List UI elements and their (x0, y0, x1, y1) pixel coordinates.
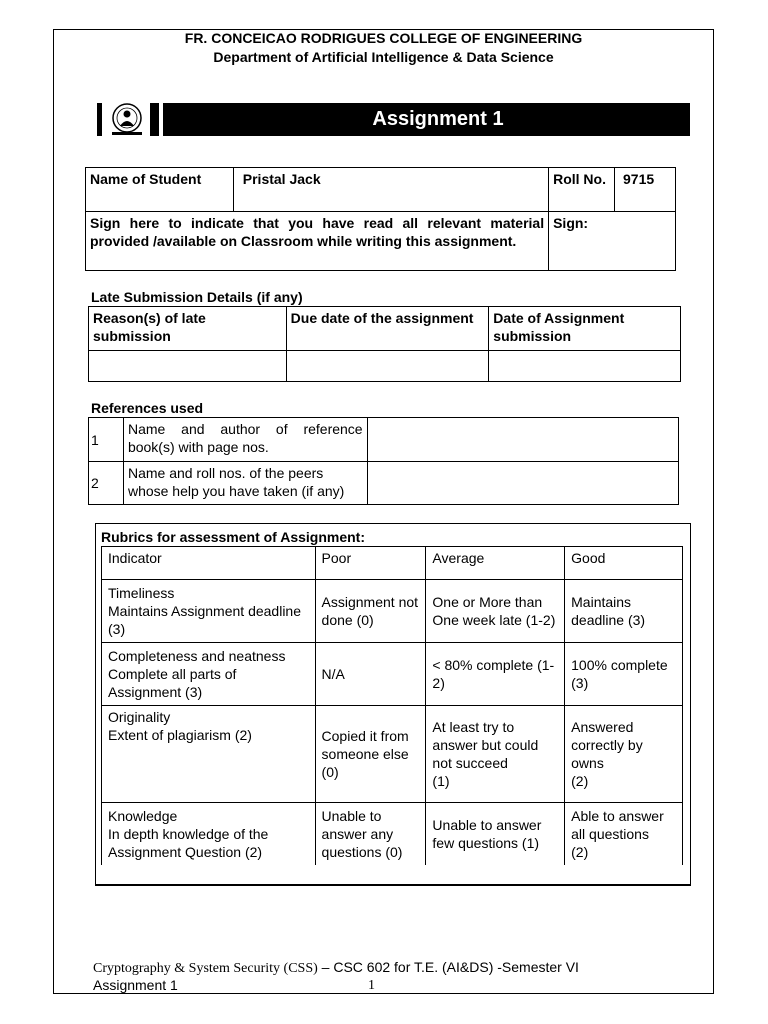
rubrics-header-row (102, 547, 683, 580)
department-name: Department of Artificial Intelligence & Data Science (213, 49, 554, 65)
rubric-row (102, 706, 683, 803)
reference-label: Name and roll nos. of the peers whose help you have taken (if any) (123, 462, 367, 505)
references-title: References used (91, 400, 204, 416)
declaration-text: Sign here to indicate that you have read all relevant material provided /available on Classroom while writing this assignment. (86, 212, 549, 271)
rubric-row (102, 580, 683, 643)
footer-course-name: Cryptography & System Security (CSS) (93, 961, 318, 976)
references-table (88, 417, 679, 505)
rubric-header-good: Good (565, 547, 683, 580)
roll-value[interactable]: 9715 (615, 168, 676, 212)
rubric-cell-average: One or More than One week late (1-2) (426, 580, 565, 643)
reference-num: 2 (89, 462, 124, 505)
banner-stripe-left (97, 103, 102, 136)
reference-value[interactable] (367, 462, 678, 505)
rubric-cell-indicator: Completeness and neatness Complete all parts of Assignment (3) (102, 643, 316, 706)
rubric-cell-average: < 80% complete (1-2) (426, 643, 565, 706)
rubrics-table (101, 546, 683, 865)
rubric-row (102, 643, 683, 706)
late-submission-table (88, 306, 681, 382)
due-date-header: Due date of the assignment (286, 307, 489, 351)
rubric-header-indicator: Indicator (102, 547, 316, 580)
rubrics-title: Rubrics for assessment of Assignment: (101, 529, 365, 545)
rubric-cell-poor: Copied it from someone else (0) (315, 706, 426, 803)
rubric-cell-good: Answered correctly by owns (2) (565, 706, 683, 803)
banner-title: Assignment 1 (372, 108, 504, 130)
footer-course-detail: – CSC 602 for T.E. (AI&DS) -Semester VI (317, 959, 579, 975)
sign-field[interactable]: Sign: (549, 212, 676, 271)
late-reason-header: Reason(s) of late submission (89, 307, 287, 351)
late-submission-title: Late Submission Details (if any) (91, 289, 303, 305)
rubric-cell-poor: N/A (315, 643, 426, 706)
rubric-cell-poor: Assignment not done (0) (315, 580, 426, 643)
student-table (85, 167, 676, 271)
submission-date-cell[interactable] (489, 351, 681, 382)
rubric-header-poor: Poor (315, 547, 426, 580)
rubric-cell-indicator: Knowledge In depth knowledge of the Assignment Question (2) (102, 803, 316, 865)
late-reason-cell[interactable] (89, 351, 287, 382)
college-logo-icon (108, 102, 146, 138)
rubric-header-average: Average (426, 547, 565, 580)
rubric-cell-average: Unable to answer few questions (1) (426, 803, 565, 865)
due-date-cell[interactable] (286, 351, 489, 382)
reference-label: Name and author of reference book(s) with page nos. (123, 418, 367, 462)
reference-value[interactable] (367, 418, 678, 462)
footer-course (93, 959, 579, 977)
rubric-cell-indicator: Timeliness Maintains Assignment deadline (3) (102, 580, 316, 643)
rubric-cell-good: 100% complete (3) (565, 643, 683, 706)
footer-assignment: Assignment 1 (93, 977, 178, 993)
rubric-row (102, 803, 683, 865)
footer-page-number: 1 (368, 978, 375, 993)
rubric-cell-good: Maintains deadline (3) (565, 580, 683, 643)
college-name: FR. CONCEICAO RODRIGUES COLLEGE OF ENGINEERING (184, 30, 583, 46)
name-label: Name of Student (86, 168, 234, 212)
submission-date-header: Date of Assignment submission (489, 307, 681, 351)
rubric-cell-good: Able to answer all questions (2) (565, 803, 683, 865)
rubric-cell-poor: Unable to answer any questions (0) (315, 803, 426, 865)
rubric-cell-average: At least try to answer but could not succeed (1) (426, 706, 565, 803)
rubric-cell-indicator: Originality Extent of plagiarism (2) (102, 706, 316, 803)
banner-stripe-right (150, 103, 159, 136)
roll-label: Roll No. (549, 168, 615, 212)
reference-num: 1 (89, 418, 124, 462)
name-value[interactable]: Pristal Jack (233, 168, 548, 212)
